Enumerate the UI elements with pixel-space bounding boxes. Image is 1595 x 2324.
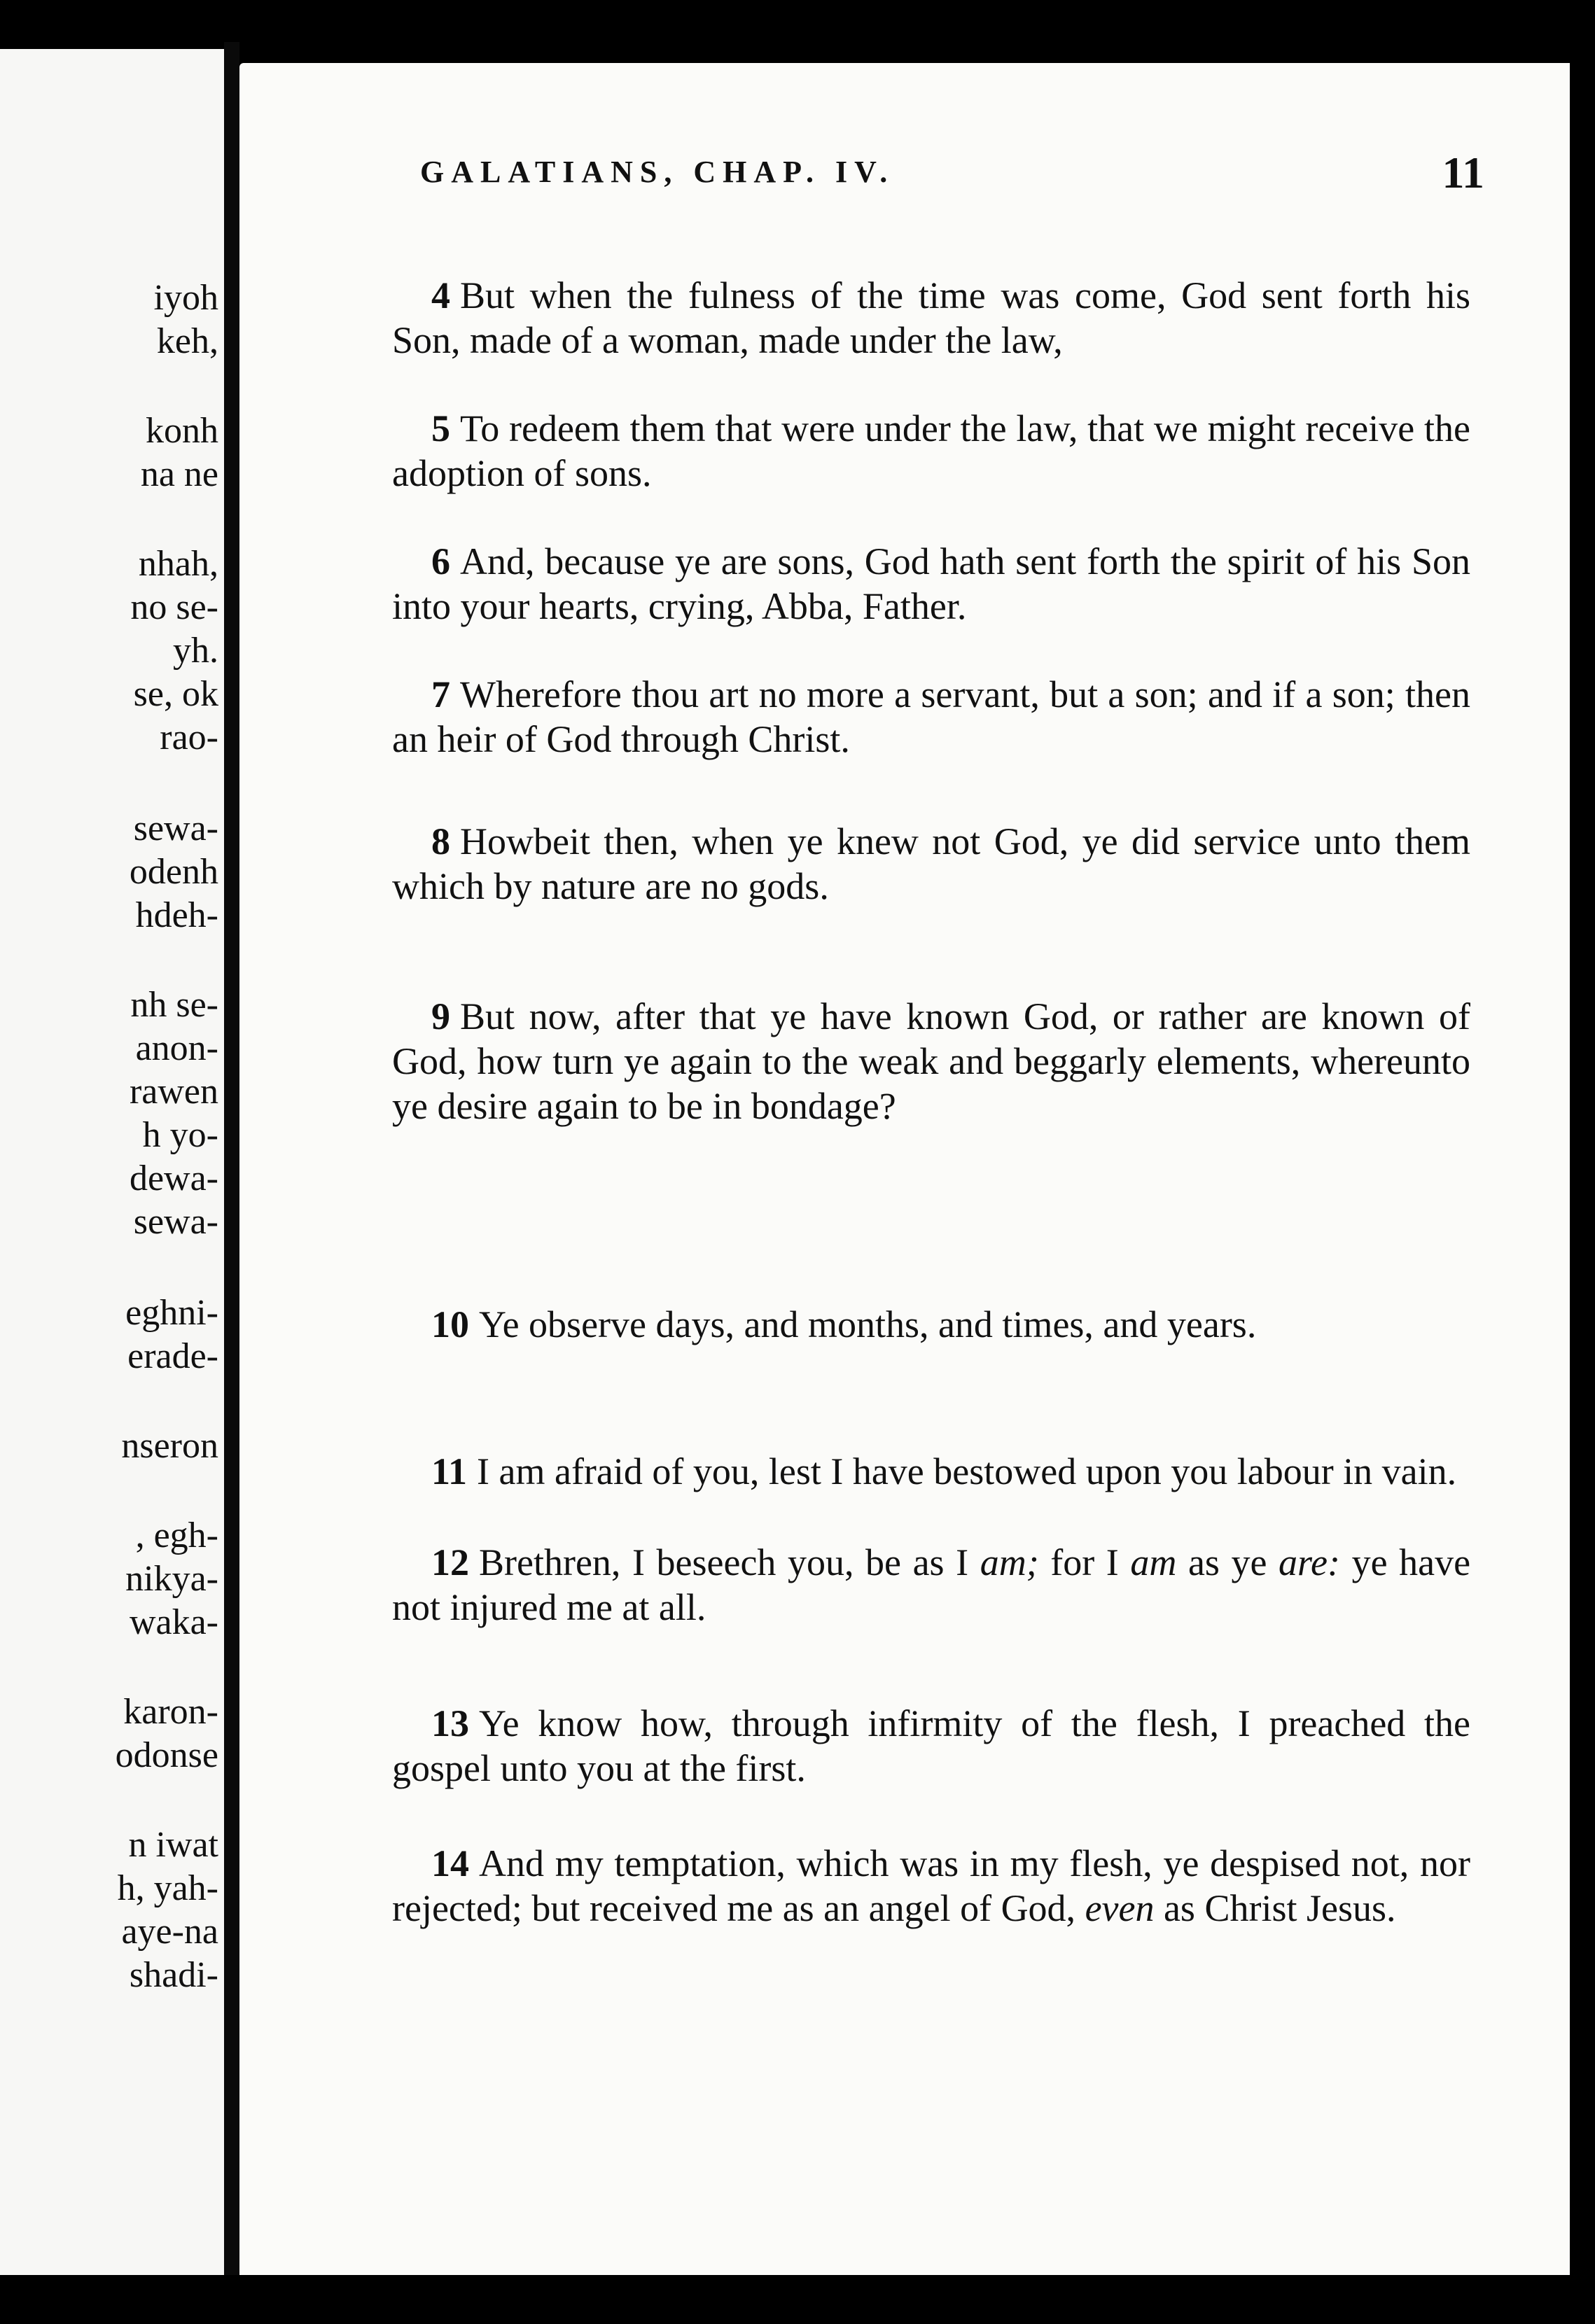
- verse-text: And, because ye are sons, God hath sent forth the spirit of his Son into your hearts, crying, Abba, Father.: [392, 540, 1470, 627]
- verse-text: ye have not injured me at all.: [392, 1541, 1471, 1628]
- verse-number: 12: [431, 1541, 469, 1583]
- verse-9: [392, 994, 1470, 1128]
- verse-number: 8: [431, 820, 450, 862]
- running-head: GALATIANS, CHAP. IV.: [420, 155, 895, 189]
- verse-11: [392, 1449, 1470, 1494]
- verse-italic-text: am: [1130, 1541, 1177, 1583]
- left-page-text-fragment: keh,: [156, 321, 218, 361]
- page-header: [420, 147, 1484, 203]
- left-page-text-fragment: nseron: [121, 1426, 218, 1466]
- left-page-text-fragment: nh se-: [130, 985, 218, 1025]
- verse-13: [392, 1701, 1470, 1791]
- left-page-text-fragment: nikya-: [125, 1559, 218, 1599]
- verse-text: To redeem them that were under the law, that we might receive the adoption of sons.: [392, 407, 1470, 494]
- left-page-text-fragment: iyoh: [153, 278, 218, 318]
- right-page: [239, 63, 1570, 2275]
- left-page-text-fragment: h, yah-: [117, 1868, 218, 1908]
- left-page-text-fragment: se, ok: [133, 674, 218, 714]
- verse-text: for I: [1050, 1541, 1119, 1583]
- verse-number: 13: [431, 1702, 469, 1744]
- verse-italic-text: am;: [980, 1541, 1039, 1583]
- verse-8: [392, 819, 1470, 909]
- left-page-text-fragment: dewa-: [129, 1158, 218, 1198]
- left-page-text-fragment: sewa-: [133, 1202, 218, 1242]
- left-page-text-fragment: no se-: [130, 587, 218, 627]
- verse-4: [392, 273, 1470, 363]
- book-gutter: [224, 42, 239, 2296]
- verse-text: And my temptation, which was in my flesh, ye despised not, nor rejected; but received me as an angel of God,: [392, 1842, 1470, 1929]
- verse-text: Ye observe days, and months, and times, and years.: [479, 1303, 1257, 1345]
- left-page-text-fragment: na ne: [140, 454, 218, 494]
- verse-text: I am afraid of you, lest I have bestowed upon you labour in vain.: [477, 1450, 1457, 1492]
- left-page-text-fragment: aye-na: [121, 1912, 218, 1952]
- verse-text: Howbeit then, when ye knew not God, ye did service unto them which by nature are no gods.: [392, 820, 1470, 907]
- verse-number: 7: [431, 673, 450, 715]
- verse-text: Brethren, I beseech you, be as I: [479, 1541, 969, 1583]
- verse-number: 14: [431, 1842, 469, 1884]
- left-page-text-fragment: odonse: [115, 1735, 218, 1775]
- verse-12: [392, 1540, 1470, 1630]
- verse-text: Ye know how, through infirmity of the flesh, I preached the gospel unto you at the first.: [392, 1702, 1470, 1789]
- left-page-text-fragment: yh.: [173, 631, 218, 671]
- verse-7: [392, 672, 1470, 762]
- left-page-fragment: [0, 49, 228, 2275]
- verse-number: 10: [431, 1303, 469, 1345]
- verse-5: [392, 406, 1470, 496]
- left-page-text-fragment: shadi-: [129, 1955, 218, 1995]
- left-page-text-fragment: hdeh-: [135, 895, 218, 935]
- verse-number: 5: [431, 407, 450, 449]
- page-number: 11: [1442, 148, 1484, 197]
- left-page-text-fragment: nhah,: [138, 544, 218, 584]
- left-page-text-fragment: waka-: [129, 1602, 218, 1642]
- left-page-text-fragment: , egh-: [135, 1516, 218, 1555]
- verse-text: as ye: [1187, 1541, 1267, 1583]
- verse-text: But when the fulness of the time was come, God sent forth his Son, made of a woman, made under the law,: [392, 274, 1470, 361]
- verse-14: [392, 1841, 1470, 1931]
- left-page-text-fragment: anon-: [135, 1028, 218, 1068]
- verse-number: 4: [431, 274, 450, 316]
- left-page-text-fragment: erade-: [127, 1336, 218, 1376]
- verse-text: But now, after that ye have known God, or rather are known of God, how turn ye again to the weak and beggarly elements, whereunto ye desire again to be in bondage?: [392, 995, 1470, 1127]
- left-page-text-fragment: rao-: [160, 718, 218, 757]
- left-page-text-fragment: rawen: [129, 1072, 218, 1112]
- verse-text: Wherefore thou art no more a servant, but a son; and if a son; then an heir of God through Christ.: [392, 673, 1470, 760]
- verse-text: as Christ Jesus.: [1163, 1887, 1396, 1929]
- left-page-text-fragment: odenh: [129, 852, 218, 892]
- verse-6: [392, 539, 1470, 629]
- verse-italic-text: are:: [1279, 1541, 1341, 1583]
- left-page-text-fragment: n iwat: [128, 1825, 218, 1865]
- left-page-text-fragment: eghni-: [125, 1293, 218, 1333]
- left-page-text-fragment: sewa-: [133, 808, 218, 848]
- verse-italic-text: even: [1085, 1887, 1155, 1929]
- verse-10: [392, 1302, 1470, 1347]
- verse-number: 6: [431, 540, 450, 582]
- left-page-text-fragment: karon-: [123, 1692, 218, 1732]
- left-page-text-fragment: h yo-: [142, 1115, 218, 1155]
- page-bottom-edge: [0, 2275, 1595, 2324]
- left-page-text-fragment: konh: [146, 411, 218, 451]
- verse-number: 9: [431, 995, 450, 1037]
- verse-number: 11: [431, 1450, 468, 1492]
